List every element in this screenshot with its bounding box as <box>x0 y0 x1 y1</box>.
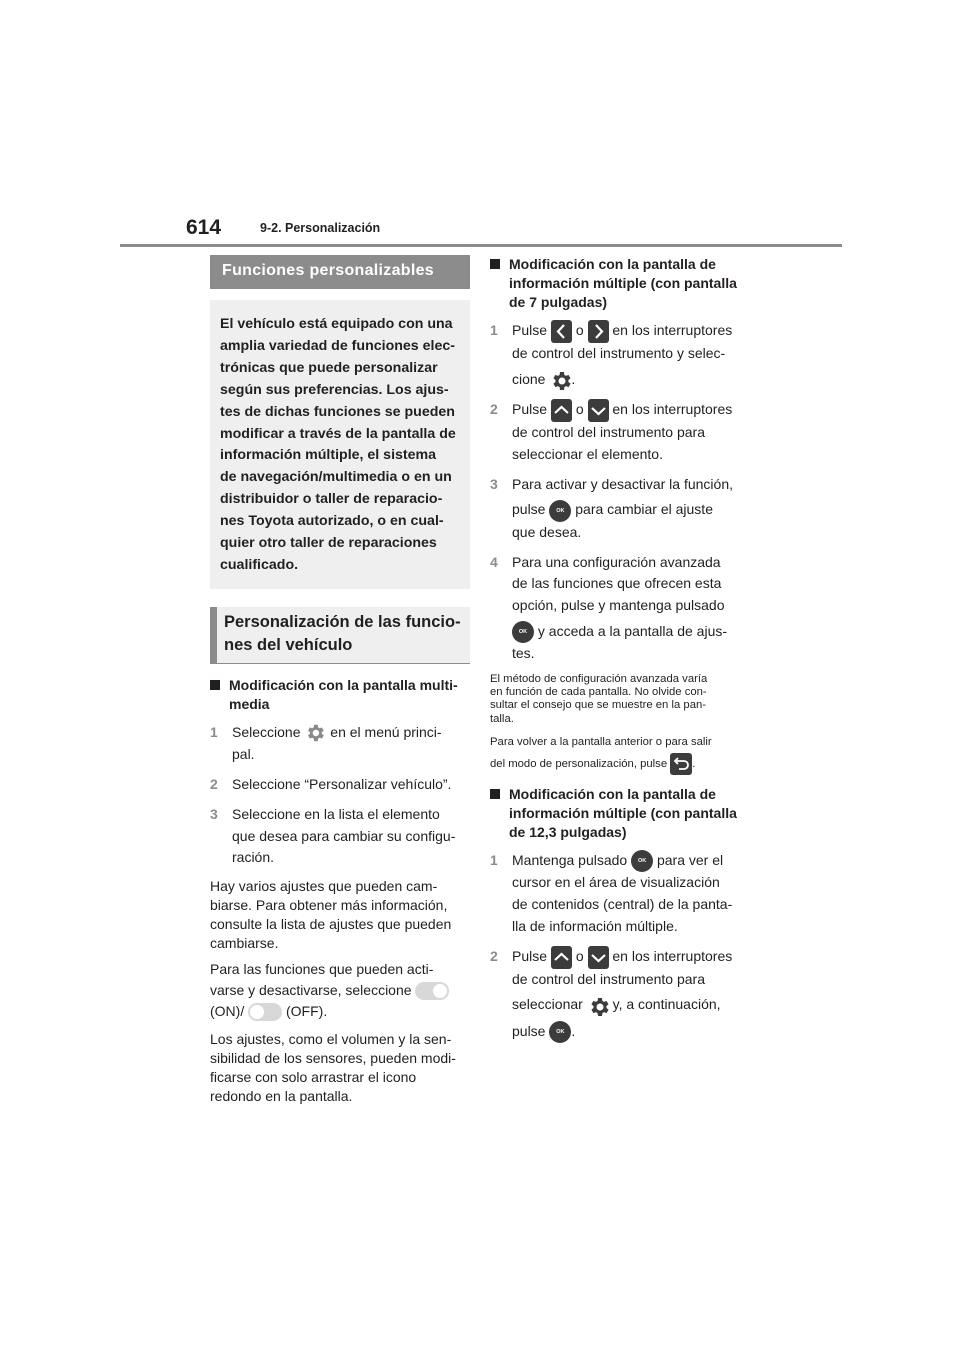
step-text: seleccionar <box>512 996 583 1013</box>
gear-icon <box>549 369 571 391</box>
heading-personalizacion <box>210 607 470 664</box>
step-number: 4 <box>490 553 498 570</box>
step-text: o <box>575 947 584 964</box>
step-2 <box>490 946 750 1043</box>
step-number: 3 <box>210 805 218 822</box>
back-icon <box>670 753 692 775</box>
heading-funciones: Funciones personalizables <box>210 255 470 289</box>
note-line: en función de cada pantalla. No olvide con- <box>490 686 707 699</box>
subheading-line: media <box>229 695 270 712</box>
step-text: o <box>575 322 584 339</box>
para-text: (OFF). <box>286 1003 328 1020</box>
square-bullet-icon <box>490 259 500 269</box>
ok-button-icon: OK <box>549 1021 571 1043</box>
subheading-line: Modificación con la pantalla de <box>509 256 716 272</box>
step-text: para ver el <box>656 851 724 868</box>
intro-line: tes de dichas funciones se pueden <box>220 403 455 420</box>
note-line: El método de configuración avanzada varía <box>490 673 708 686</box>
paragraph-ajustes <box>210 877 470 953</box>
subheading-line: información múltiple (con pantalla <box>509 275 737 291</box>
step-text: Pulse <box>512 322 548 339</box>
step-text: o <box>575 401 584 418</box>
subheading-line: información múltiple (con pantalla <box>509 804 737 821</box>
ok-button-icon: OK <box>631 850 653 872</box>
step-3 <box>490 474 750 544</box>
intro-box <box>210 300 470 589</box>
chevron-up-icon <box>551 399 572 422</box>
step-number: 2 <box>490 947 498 964</box>
step-text: para cambiar el ajuste <box>575 501 713 518</box>
intro-line: modificar a través de la pantalla de <box>220 425 456 442</box>
step-text: tes. <box>512 645 535 662</box>
step-number: 1 <box>490 322 498 338</box>
step-text: pulse <box>512 501 546 518</box>
heading-line: Personalización de las funcio- <box>224 612 461 631</box>
step-text: Seleccione en la lista el elemento <box>232 805 440 822</box>
intro-line: información múltiple, el sistema <box>220 447 437 464</box>
subheading-line: de 7 pulgadas) <box>509 294 608 310</box>
step-text: lla de información múltiple. <box>512 917 678 934</box>
intro-line: cualificado. <box>220 556 299 573</box>
step-text: ración. <box>232 849 275 866</box>
para-line: sibilidad de los sensores, pueden modi- <box>210 1050 456 1067</box>
step-text: de control del instrumento y selec- <box>512 345 726 361</box>
step-text: seleccionar el elemento. <box>512 445 663 462</box>
para-text: varse y desactivarse, seleccione <box>210 982 412 999</box>
step-text: Pulse <box>512 947 548 964</box>
page-number: 614 <box>186 216 222 239</box>
step-text: de contenidos (central) de la panta- <box>512 895 733 912</box>
subheading-multimedia <box>210 676 470 714</box>
note-line: sultar el consejo que se muestre en la pan- <box>490 699 707 712</box>
step-text: Pulse <box>512 401 548 418</box>
para-line: consulte la lista de ajustes que pueden <box>210 916 452 933</box>
heading-line: nes del vehículo <box>224 635 353 654</box>
step-text: Mantenga pulsado <box>512 851 628 868</box>
chevron-right-icon <box>588 320 609 343</box>
step-number: 1 <box>490 851 498 868</box>
step-text: Para una configuración avanzada <box>512 553 721 570</box>
chevron-down-icon <box>588 399 609 422</box>
square-bullet-icon <box>210 680 220 690</box>
step-text: en los interruptores <box>612 947 733 964</box>
toggle-on-icon <box>415 982 449 1000</box>
step-text: cursor en el área de visualización <box>512 874 720 891</box>
para-line: biarse. Para obtener más información, <box>210 897 448 914</box>
para-line: ficarse con solo arrastrar el icono <box>210 1069 417 1086</box>
subheading-line: Modificación con la pantalla de <box>509 785 716 802</box>
note-text: . <box>692 757 696 770</box>
step-text: y acceda a la pantalla de ajus- <box>537 622 728 639</box>
paragraph-volumen <box>210 1030 470 1106</box>
note-volver <box>490 732 750 775</box>
step-text: pal. <box>232 746 255 763</box>
right-column <box>490 255 750 1043</box>
subheading-7in <box>490 255 750 312</box>
intro-line: trónicas que puede personalizar <box>220 359 438 376</box>
note-avanzada <box>490 673 750 726</box>
para-line: Los ajustes, como el volumen y la sen- <box>210 1031 452 1048</box>
step-number: 3 <box>490 475 498 492</box>
note-text: del modo de personalización, pulse <box>490 757 668 770</box>
step-text: en el menú princi- <box>330 723 442 740</box>
chevron-left-icon <box>551 320 572 343</box>
subheading-line: Modificación con la pantalla multi- <box>229 676 458 693</box>
step-1 <box>490 850 750 938</box>
intro-line: distribuidor o taller de reparacio- <box>220 491 443 508</box>
step-number: 1 <box>210 723 218 740</box>
step-text: en los interruptores <box>612 401 733 418</box>
step-text: de control del instrumento para <box>512 424 705 441</box>
step-2 <box>210 774 470 796</box>
intro-line: amplia variedad de funciones elec- <box>220 337 455 354</box>
para-line: Para las funciones que pueden acti- <box>210 961 434 978</box>
step-text: opción, pulse y mantenga pulsado <box>512 597 725 614</box>
step-text: que desea para cambiar su configu- <box>232 827 456 844</box>
left-column <box>210 255 470 1106</box>
gear-icon <box>587 995 609 1017</box>
para-line: Hay varios ajustes que pueden cam- <box>210 878 438 895</box>
para-text: (ON)/ <box>210 1003 245 1020</box>
step-text: de las funciones que ofrecen esta <box>512 575 722 592</box>
gear-icon <box>304 722 326 744</box>
intro-line: de navegación/multimedia o en un <box>220 469 452 486</box>
step-text: . <box>571 370 576 387</box>
step-text: . <box>571 1022 576 1039</box>
intro-line: El vehículo está equipado con una <box>220 316 453 332</box>
step-4 <box>490 552 750 665</box>
subheading-line: de 12,3 pulgadas) <box>509 823 627 840</box>
step-text: que desea. <box>512 523 582 540</box>
section-title: 9-2. Personalización <box>260 221 381 235</box>
step-text: Para activar y desactivar la función, <box>512 475 733 492</box>
paragraph-toggle <box>210 959 470 1022</box>
intro-line: quier otro taller de reparaciones <box>220 535 437 552</box>
step-text: Seleccione “Personalizar vehículo”. <box>232 775 452 792</box>
para-line: cambiarse. <box>210 935 279 952</box>
step-1 <box>490 320 750 391</box>
step-2 <box>490 399 750 466</box>
step-3 <box>210 804 470 869</box>
note-line: Para volver a la pantalla anterior o para salir <box>490 735 712 748</box>
intro-line: nes Toyota autorizado, o en cual- <box>220 513 444 530</box>
chevron-up-icon <box>551 946 572 969</box>
header-rule <box>120 244 842 247</box>
step-1 <box>210 722 470 766</box>
step-text: pulse <box>512 1022 546 1039</box>
ok-button-icon: OK <box>512 621 534 643</box>
step-number: 2 <box>210 775 218 792</box>
step-number: 2 <box>490 401 498 418</box>
chevron-down-icon <box>588 946 609 969</box>
toggle-off-icon <box>248 1003 282 1021</box>
step-text: cione <box>512 370 546 387</box>
square-bullet-icon <box>490 789 500 799</box>
intro-line: según sus preferencias. Los ajus- <box>220 381 449 398</box>
ok-button-icon: OK <box>549 500 571 522</box>
step-text: Seleccione <box>232 723 301 740</box>
step-text: de control del instrumento para <box>512 970 705 987</box>
note-line: talla. <box>490 712 514 725</box>
step-text: y, a continuación, <box>612 996 721 1013</box>
para-line: redondo en la pantalla. <box>210 1088 353 1105</box>
step-text: en los interruptores <box>612 322 733 339</box>
subheading-12in <box>490 785 750 842</box>
